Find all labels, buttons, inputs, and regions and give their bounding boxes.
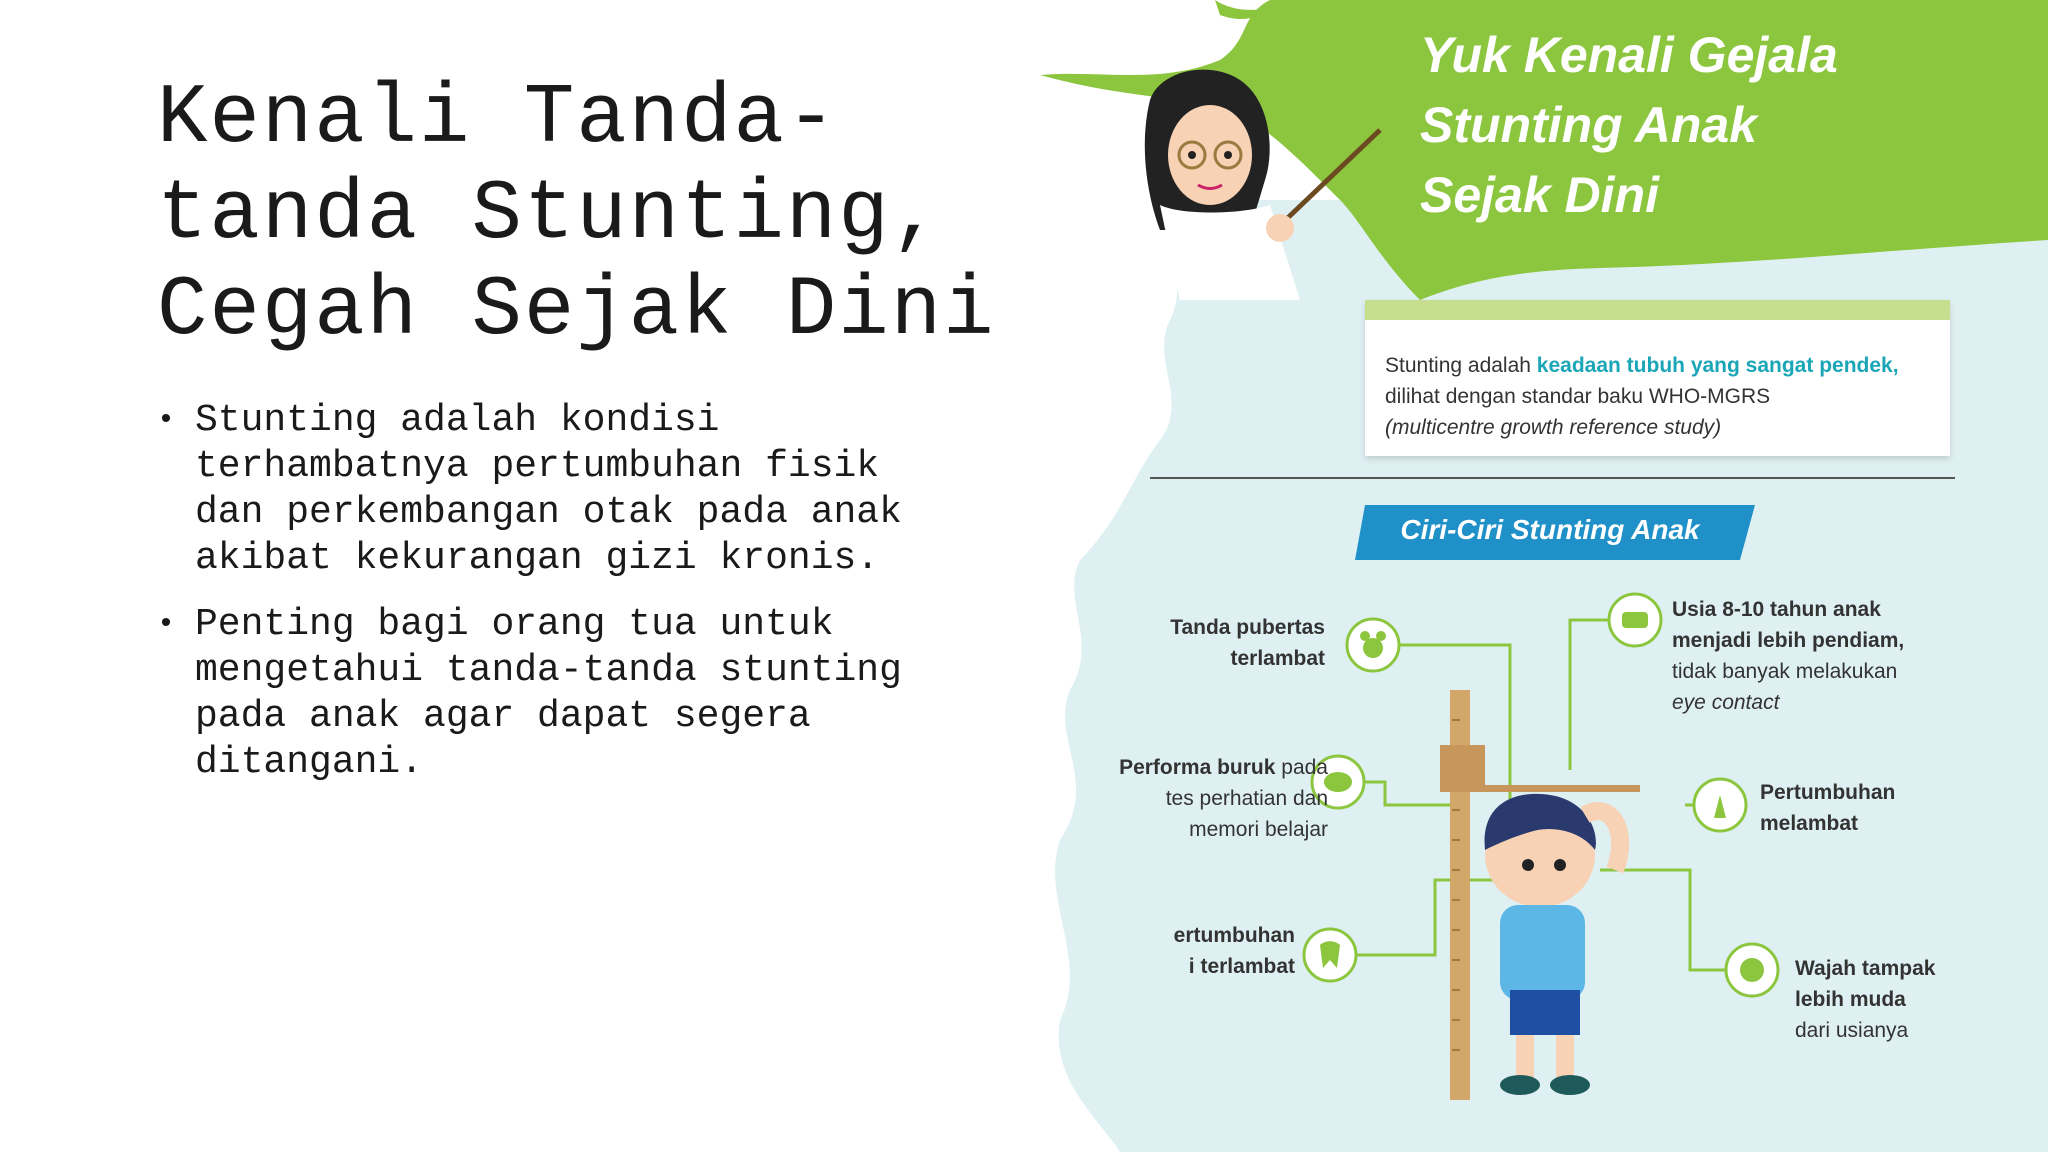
sign-teeth-line1: ertumbuhan xyxy=(1173,924,1295,947)
definition-part2: dilihat dengan standar baku WHO-MGRS xyxy=(1385,385,1771,408)
bullet-item xyxy=(157,602,917,786)
sign-puberty xyxy=(1100,612,1325,674)
sign-growth-line1: Pertumbuhan xyxy=(1760,781,1896,804)
sign-growth-line2: melambat xyxy=(1760,812,1859,835)
definition-italic: (multicentre growth reference study) xyxy=(1385,416,1722,439)
sign-puberty-line1: Tanda pubertas xyxy=(1170,616,1325,639)
sign-face-line2: lebih muda xyxy=(1795,988,1906,1011)
sign-age xyxy=(1672,594,1972,718)
bullet-text: Stunting adalah kondisi terhambatnya pertumbuhan fisik dan perkembangan otak pada anak akibat kekurangan gizi kronis. xyxy=(195,399,902,580)
sign-age-line3: tidak banyak melakukan xyxy=(1672,660,1898,683)
sign-performance-bold: Performa buruk xyxy=(1119,756,1276,779)
bullet-text: Penting bagi orang tua untuk mengetahui tanda-tanda stunting pada anak agar dapat segera ditangani. xyxy=(195,603,902,784)
header-line: Sejak Dini xyxy=(1420,167,1659,223)
stunting-infographic xyxy=(1040,0,2048,1152)
sign-face-line1: Wajah tampak xyxy=(1795,957,1936,980)
definition-part1: Stunting adalah xyxy=(1385,354,1537,377)
sign-age-line1: Usia 8-10 tahun anak xyxy=(1672,598,1881,621)
sign-puberty-line2: terlambat xyxy=(1230,647,1325,670)
bullet-dot-icon: • xyxy=(157,404,176,438)
sign-performance-rest: pada xyxy=(1275,756,1328,779)
infographic-header xyxy=(1420,20,2040,230)
sign-teeth-line2: i terlambat xyxy=(1188,955,1295,978)
sign-face-line3: dari usianya xyxy=(1795,1019,1909,1042)
sign-age-line4: eye contact xyxy=(1672,691,1780,714)
sign-performance xyxy=(1040,752,1328,845)
definition-highlight: keadaan tubuh yang sangat pendek, xyxy=(1536,354,1899,377)
bullet-list xyxy=(157,398,917,806)
sign-performance-line2: tes perhatian dan xyxy=(1165,787,1328,810)
sign-face xyxy=(1795,953,2025,1046)
bullet-item xyxy=(157,398,917,582)
sign-growth xyxy=(1760,777,1980,839)
header-line: Yuk Kenali Gejala xyxy=(1420,27,1838,83)
header-line: Stunting Anak xyxy=(1420,97,1758,153)
bullet-dot-icon: • xyxy=(157,608,176,642)
definition-box xyxy=(1365,300,1950,456)
slide-title: Kenali Tanda-tanda Stunting, Cegah Sejak Dini xyxy=(157,72,996,359)
definition-text xyxy=(1385,350,1945,443)
sign-age-line2: menjadi lebih pendiam, xyxy=(1672,629,1905,652)
sign-performance-line3: memori belajar xyxy=(1189,818,1328,841)
ribbon-label: Ciri-Ciri Stunting Anak xyxy=(1400,514,1700,545)
sign-teeth xyxy=(1150,920,1295,982)
